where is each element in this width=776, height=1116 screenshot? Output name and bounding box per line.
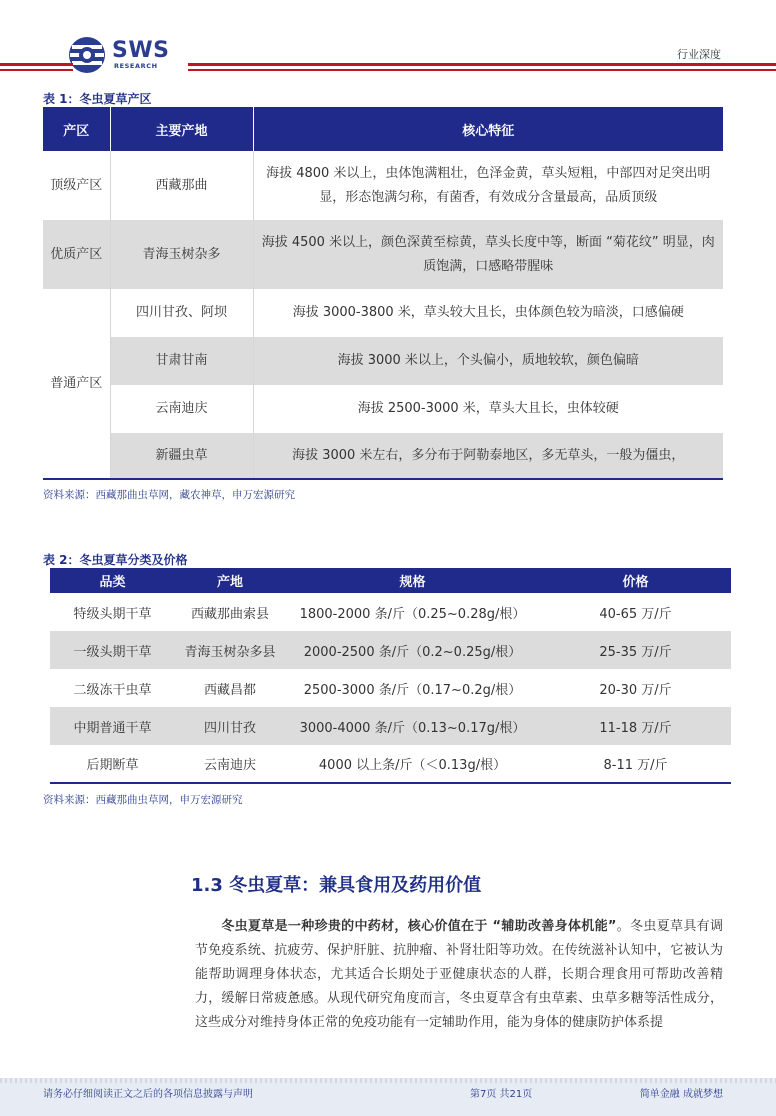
- table2-caption: 表 2：冬虫夏草分类及价格: [43, 553, 188, 567]
- origin-cell: 西藏那曲索县: [190, 606, 269, 622]
- logo-subtext: RESEARCH: [114, 62, 158, 70]
- header-rule-thin: [188, 69, 776, 71]
- page-number: 第7页 共21页: [470, 1089, 533, 1100]
- grade-cell: 一级头期干草: [50, 631, 175, 669]
- table-row: [50, 631, 731, 669]
- feature-cell: 海拔 4800 米以上，虫体饱满粗壮，色泽金黄，草头短粗，中部四对足突出明显，形态饱满匀称，有菌香，有效成分含量最高，品质顶级: [266, 165, 711, 205]
- header-rule: [0, 63, 73, 66]
- origin-cell: 西藏昌都: [203, 682, 256, 698]
- section-paragraph: [195, 915, 723, 1035]
- price-cell: 20-30 万/斤: [599, 682, 672, 698]
- origin-cell: 青海玉树杂多县: [175, 631, 285, 669]
- table-header-cell: 核心特征: [253, 107, 723, 151]
- sws-logo-icon: [68, 36, 108, 74]
- region-cell: 顶级产区: [43, 151, 110, 220]
- grade-cell: 中期普通干草: [50, 707, 175, 745]
- spec-cell: 2000-2500 条/斤（0.2~0.25g/根）: [285, 631, 540, 669]
- feature-cell: 海拔 4500 米以上，颜色深黄至棕黄，草头长度中等，断面 “菊花纹” 明显，肉质饱满，口感略带腥味: [253, 220, 723, 289]
- price-cell: 8-11 万/斤: [540, 745, 731, 783]
- origin-cell: 云南迪庆: [175, 745, 285, 783]
- section-title: 1.3 冬虫夏草：兼具食用及药用价值: [191, 875, 482, 896]
- table-header-cell: 主要产地: [110, 107, 253, 151]
- place-cell: 云南迪庆: [110, 385, 253, 433]
- page-header: [0, 0, 776, 90]
- feature-cell: 海拔 3000-3800 米，草头较大且长，虫体颜色较为暗淡，口感偏硬: [292, 305, 684, 320]
- logo-text: SWS: [112, 38, 170, 63]
- feature-cell: 海拔 3000 米以上，个头偏小，质地较软，颜色偏暗: [253, 337, 723, 385]
- table-header-cell: 价格: [540, 568, 731, 593]
- feature-cell: 海拔 2500-3000 米，草头大且长，虫体较硬: [357, 401, 619, 416]
- sws-logo: [68, 34, 178, 74]
- table-header-cell: 产区: [43, 107, 110, 151]
- price-cell: 25-35 万/斤: [540, 631, 731, 669]
- place-cell: 四川甘孜、阿坝: [110, 289, 253, 337]
- table1-source: 资料来源：西藏那曲虫草网，藏农神草，申万宏源研究: [43, 489, 295, 501]
- table-header-cell: 品类: [50, 568, 175, 593]
- table-header-cell: 产地: [175, 568, 285, 593]
- spec-cell: 4000 以上条/斤（＜0.13g/根）: [285, 745, 540, 783]
- place-cell: 西藏那曲: [110, 151, 253, 220]
- price-cell: 11-18 万/斤: [540, 707, 731, 745]
- origin-cell: 四川甘孜: [175, 707, 285, 745]
- table-row: [50, 707, 731, 745]
- table-row: [50, 669, 731, 707]
- paragraph-lead: 冬虫夏草是一种珍贵的中药材，核心价值在于 “辅助改善身体机能”: [221, 919, 617, 934]
- feature-cell: 海拔 3000 米左右，多分布于阿勒泰地区，多无草头，一般为僵虫，: [253, 433, 723, 479]
- report-type-label: 行业深度: [677, 48, 721, 61]
- table-row: [43, 337, 723, 385]
- footer-texture: [0, 1078, 776, 1083]
- table-row: [43, 289, 723, 337]
- disclaimer-note: 请务必仔细阅读正文之后的各项信息披露与声明: [43, 1089, 253, 1100]
- table-bottom-rule: [43, 478, 110, 480]
- grade-cell: 后期断草: [50, 745, 175, 783]
- table-row: [43, 385, 723, 433]
- grade-cell: 二级冻干虫草: [73, 682, 152, 698]
- table-row: [50, 745, 731, 783]
- table2-source: 资料来源：西藏那曲虫草网，申万宏源研究: [43, 794, 243, 806]
- price-cell: 40-65 万/斤: [599, 606, 672, 622]
- table1-caption: 表 1：冬虫夏草产区: [43, 92, 152, 106]
- grade-cell: 特级头期干草: [73, 606, 152, 622]
- production-region-table: [43, 107, 723, 480]
- spec-cell: 1800-2000 条/斤（0.25~0.28g/根）: [299, 606, 526, 622]
- table-row: [43, 433, 723, 479]
- table-row: [43, 151, 723, 220]
- header-rule: [188, 63, 776, 66]
- place-cell: 甘肃甘南: [110, 337, 253, 385]
- footer-slogan: 简单金融 成就梦想: [639, 1089, 723, 1100]
- place-cell: 青海玉树杂多: [110, 220, 253, 289]
- grade-price-table: [50, 568, 731, 784]
- spec-cell: 2500-3000 条/斤（0.17~0.2g/根）: [303, 682, 522, 698]
- header-rule-thin: [0, 69, 73, 71]
- region-cell: 优质产区: [43, 220, 110, 289]
- paragraph-body: 。冬虫夏草具有调节免疫系统、抗疲劳、保护肝脏、抗肿瘤、补肾壮阳等功效。在传统滋补认知中，它被认为能帮助调理身体状态，尤其适合长期处于亚健康状态的人群，长期合理食用可帮助改善精力，缓解日常疲惫感。从现代研究角度而言，冬虫夏草含有虫草素、虫草多糖等活性成分，这些成分对维持身体正常的免疫功能有一定辅助作用，能为身体的健康防护体系提: [195, 919, 723, 1030]
- place-cell: 新疆虫草: [110, 433, 253, 479]
- region-cell: 普通产区: [43, 289, 110, 479]
- table-header-cell: 规格: [285, 568, 540, 593]
- spec-cell: 3000-4000 条/斤（0.13~0.17g/根）: [285, 707, 540, 745]
- table-row: [50, 593, 731, 631]
- table-row: [43, 220, 723, 289]
